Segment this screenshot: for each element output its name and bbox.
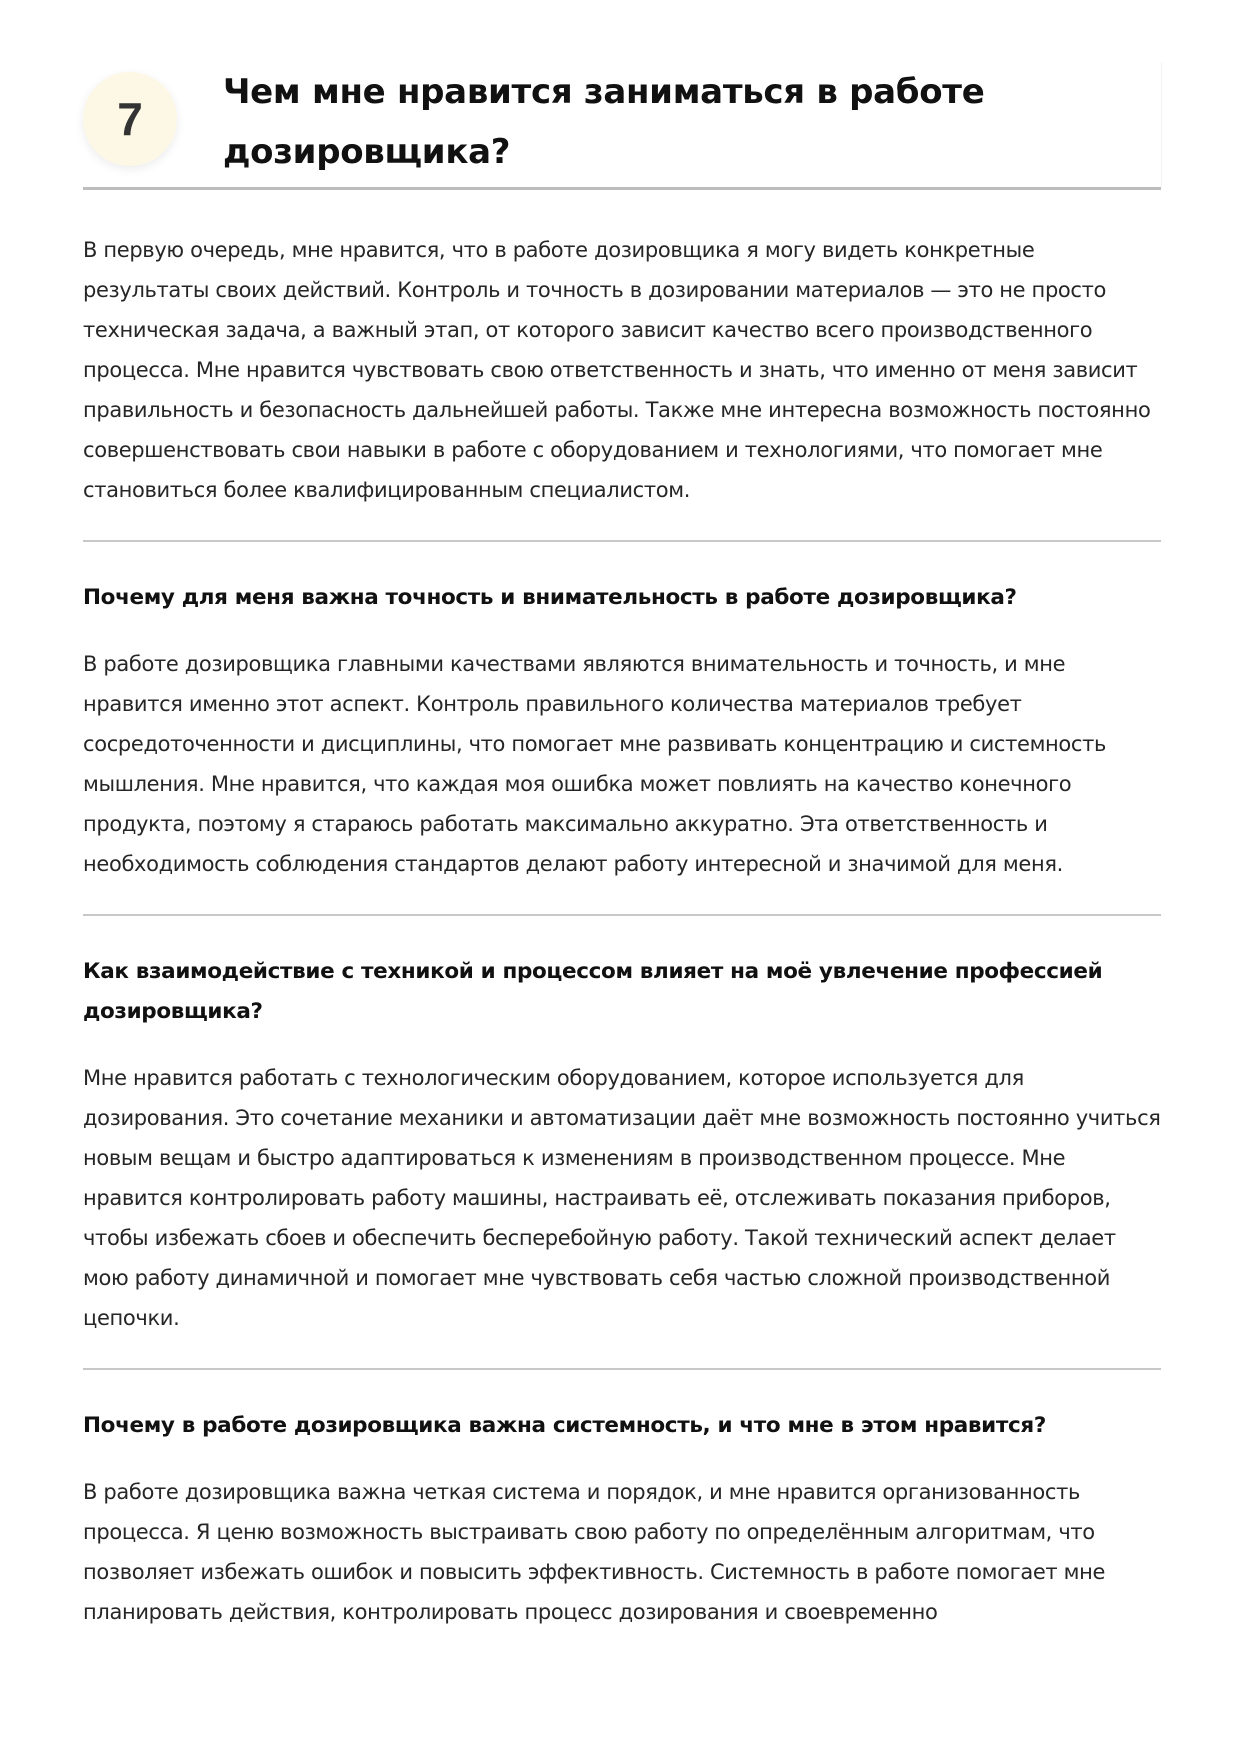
intro-paragraph: В первую очередь, мне нравится, что в работе дозировщика я могу видеть конкретные результаты своих действий. Контроль и точность в дозировании материалов — это не просто техническая задача, а важный этап, от которого зависит качество всего производственного процесса. Мне нравится чувствовать свою ответственность и знать, что именно от меня зависит правильность и безопасность дальнейшей работы. Также мне интересна возможность постоянно совершенствовать свои навыки в работе с оборудованием и технологиями, что помогает мне становиться более квалифицированным специалистом. — [83, 238, 1151, 502]
header-divider — [83, 187, 1161, 190]
subsection-heading: Как взаимодействие с техникой и процессом влияет на моё увлечение профессией дозировщика? — [83, 959, 1103, 1024]
subsection-heading: Почему в работе дозировщика важна системность, и что мне в этом нравится? — [83, 1413, 1046, 1438]
section-content — [83, 230, 1161, 1632]
subsection-paragraph: Мне нравится работать с технологическим оборудованием, которое используется для дозирования. Это сочетание механики и автоматизации даёт мне возможность постоянно учиться новым вещам и быстро адаптироваться к изменениям в производственном процессе. Мне нравится контролировать работу машины, настраивать её, отслеживать показания приборов, чтобы избежать сбоев и обеспечить бесперебойную работу. Такой технический аспект делает мою работу динамичной и помогает мне чувствовать себя частью сложной производственной цепочки. — [83, 1066, 1161, 1330]
divider — [83, 1368, 1161, 1370]
section-number-badge: 7 — [83, 72, 177, 166]
section-title: Чем мне нравится заниматься в работе дозировщика? — [223, 72, 985, 172]
section-header — [83, 0, 1161, 190]
divider — [83, 540, 1161, 542]
divider — [83, 914, 1161, 916]
document-page — [83, 0, 1161, 1624]
subsection-heading: Почему для меня важна точность и внимательность в работе дозировщика? — [83, 585, 1017, 610]
subsection-paragraph: В работе дозировщика важна четкая система и порядок, и мне нравится организованность процесса. Я ценю возможность выстраивать свою работу по определённым алгоритмам, что позволяет избежать ошибок и повысить эффективность. Системность в работе помогает мне планировать действия, контролировать процесс дозирования и своевременно — [83, 1480, 1106, 1624]
subsection-paragraph: В работе дозировщика главными качествами являются внимательность и точность, и мне нравится именно этот аспект. Контроль правильного количества материалов требует сосредоточенности и дисциплины, что помогает мне развивать концентрацию и системность мышления. Мне нравится, что каждая моя ошибка может повлиять на качество конечного продукта, поэтому я стараюсь работать максимально аккуратно. Эта ответственность и необходимость соблюдения стандартов делают работу интересной и значимой для меня. — [83, 652, 1107, 876]
